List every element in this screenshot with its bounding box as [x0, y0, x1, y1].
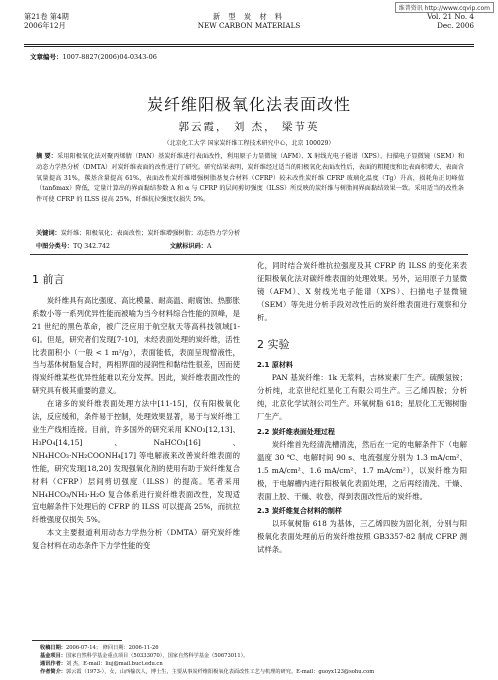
paper-title: 炭纤维阳极氧化法表面改性 [146, 95, 351, 114]
intro-continued: 化，同时结合炭纤维抗拉强度及其 CFRP 的 ILSS 的变化来表征阳极氧化法对碳纤维表面的处理效果。另外，运用原子力显微镜（AFM）、X 射线光电子能谱（XPS）、扫描电子显微镜（SEM）等先进分析手段对改性后的炭纤维表面进行观察和分析。 [257, 261, 467, 322]
keywords-label: 关键词： [36, 230, 61, 237]
article-number-label: 文章编号： [30, 53, 63, 61]
footnote-label: 作者简介： [40, 669, 66, 675]
volume-cn: 第21卷 第4期 [24, 12, 69, 21]
footnote-rule [32, 640, 122, 641]
footnote-biography [40, 668, 374, 675]
footnote-label: 通讯作者： [40, 661, 66, 667]
subsection-2-2-text: 炭纤维首先经清洗槽清洗，然后在一定的电解条件下（电解温度 30 ℃、电解时间 90 s、电流强度分别为 1.3 mA/cm²、1.5 mA/cm²、1.6 mA/cm²、1.7 mA/cm²），以炭纤维为阳极，于电解槽内进行阳极氧化表面处理，之后再经清洗、干燥、表面上胶、干燥、收卷，得到表面改性后的炭纤维。 [257, 439, 467, 501]
abstract [36, 152, 464, 206]
clc-label: 中图分类号： [36, 243, 74, 250]
abstract-label: 摘 要： [36, 153, 57, 160]
volume-en: Vol. 21 No. 4 [427, 12, 474, 21]
subsection-2-2-heading: 2.2 炭纤维表面处理过程 [257, 427, 335, 436]
doc-code-label: 文献标识码： [169, 243, 207, 250]
footnote-text: 2006-07-14； 修回日期：2006-11-26 [65, 645, 159, 651]
subsection-2-3-heading: 2.3 炭纤维复合材料的制样 [257, 507, 342, 516]
header-rule [24, 44, 474, 45]
date-en: Dec. 2006 [437, 21, 474, 30]
footnote-corresponding [40, 660, 163, 667]
section-1-heading: 1 前言 [32, 273, 65, 286]
journal-name-en: NEW CARBON MATERIALS [197, 21, 301, 30]
left-column [32, 260, 240, 553]
subsection-2-3-text: 以环氧树脂 618 为基体，三乙烯四胺为固化剂，分别与阳极氧化表面处理前后的炭纤维按照 GB3357-82 制成 CFRP 测试样条。 [257, 519, 467, 555]
watermark-stamp: 维普资讯 http://www.cqvip.com [395, 2, 494, 13]
footnote-received [40, 644, 159, 651]
article-number [30, 52, 157, 61]
paper-authors: 郭云霞， 刘 杰， 梁节英 [178, 121, 320, 133]
header-center [24, 12, 474, 30]
footnote-label: 基金项目： [40, 653, 66, 659]
header-rule-thin [24, 46, 474, 47]
footnote-funding [40, 652, 248, 659]
footnote-text: 国家自然科学基金重点项目（50333070），国家自然科学基金（50673011）。 [65, 653, 249, 659]
footnote-text: 郭云霞（1973-），女，山西榆次人，博士生，主要从事炭纤维阳极氧化表面改性工艺与机理的研究。E-mail：guoyx123@sohu.com [65, 669, 375, 675]
footnote-label: 收稿日期： [40, 645, 66, 651]
keywords-text: 炭纤维；阳极氧化；表面改性；炭纤维增强树脂；动态热力学分析 [60, 230, 241, 237]
subsection-2-1-text: PAN 基炭纤维：1k 无浆料，吉林炭素厂生产。硫酸氢铵；分析纯，北京世纪红星化工有限公司生产。三乙烯四胺；分析纯，北京化学试剂公司生产。环氧树脂 618；星辰化工无锡树脂厂生产。 [257, 373, 467, 422]
abstract-rule [30, 254, 468, 255]
doc-code-value: A [206, 243, 212, 250]
keywords [36, 228, 240, 237]
intro-paragraph-1: 炭纤维具有高比强度、高比模量、耐高温、耐腐蚀、热膨胀系数小等一系列优异性能而被喻为当今材料综合性能的顶峰，是 21 世纪的黑色革命，被广泛应用于航空航天等高科技领域[1-6]。但是，研究者们发现[7-10]，未经表面处理的炭纤维，活性比表面积小（一般 < 1 m²/g），表面能低，表面呈现憎液性，当与基体树脂复合时，两相界面的浸润性和黏结性很差，因而使得炭纤维某些优异性能难以充分发挥。因此，炭纤维表面改性的研究具有极其重要的意义。 [32, 295, 240, 396]
right-column [257, 260, 467, 557]
journal-name-cn: 新 型 炭 材 料 [212, 12, 286, 21]
abstract-text: 采用阳极氧化法对聚丙烯腈（PAN）基炭纤维进行表面改性，利用原子力显微镜（AFM）、X 射线光电子能谱（XPS）、扫描电子显微镜（SEM）和动态力学热分析（DMTA）对炭纤维表面的改性进行了研究。研究结果表明，炭纤维经过适当的阳极氧化表面改性后，表面的粗糙度和比表面积增大，表面含氧量提高 31%，羰基含量提高 61%，表面改性炭纤维增强树脂基复合材料（CFRP）较未改性炭纤维 CFRP 玻璃化温度（Tg）升高，损耗角正切峰值（tanδmax）降低，定量计算出的界面黏结参数 A 和 α 与 CFRP 的层间剪切强度（ILSS）所反映的炭纤维与树脂间界面黏结效果一致。采用适当的改性条件可使 CFRP 的 ILSS 提高 25%，纤维抗拉强度仅损失 5%。 [36, 153, 465, 204]
date-cn: 2006年12月 [24, 21, 66, 30]
clc-value: TQ 342.742 [73, 243, 110, 250]
section-2-heading: 2 实验 [257, 337, 290, 351]
intro-paragraph-3: 本文主要报道利用动态力学热分析（DMTA）研究炭纤维复合材料在动态条件下力学性能的变 [32, 528, 240, 551]
intro-paragraph-2: 在诸多的炭纤维表面处理方法中[11-15]，仅有阳极氧化法，反应缓和，条件易于控制，处理效果显著，易于与炭纤维工业生产线相连接。目前，许多国外的研究采用 KNO₃[12,13]、H₃PO₄[14,15]、NaHCO₃[16]、NH₄HCO₃·NH₂COONH₄[17] 等电解液来改善炭纤维表面的性能，研究发现[18,20] 发现强氧化剂的使用有助于炭纤维复合材料（CFRP）层间剪切强度（ILSS）的提高。笔者采用 NH₄HCO₃/NH₃·H₂O 复合体系进行炭纤维表面改性，发现适宜电解条件下处理后的 CFRP 的 ILSS 可以提高 25%，而抗拉纤维强度仅损失 5%。 [32, 399, 240, 525]
classification [36, 241, 211, 250]
subsection-2-1-heading: 2.1 原材料 [257, 361, 293, 370]
header-right [427, 12, 474, 30]
article-number-value: 1007-8827(2006)04-0343-06 [62, 53, 157, 61]
footnote-text: 刘 杰，E-mail：liuj@mail.buct.edu.cn [65, 661, 163, 667]
affiliation: （北京化工大学 国家炭纤维工程技术研究中心，北京 100029） [163, 140, 335, 147]
